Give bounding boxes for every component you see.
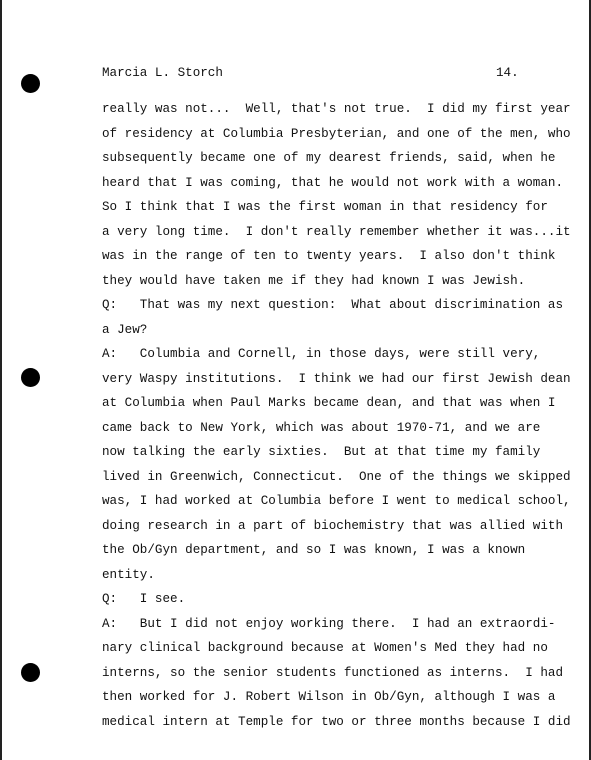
text-line: subsequently became one of my dearest friends, said, when he [102,151,556,165]
answer-line: A: Columbia and Cornell, in those days, were still very, [102,347,541,361]
punch-hole-bottom [21,663,40,682]
header-page-number: 14. [496,66,519,80]
text-line: interns, so the senior students functioned as interns. I had [102,666,564,680]
text-line: nary clinical background because at Women's Med they had no [102,641,548,655]
question-line: Q: I see. [102,592,186,606]
text-line: a Jew? [102,323,148,337]
punch-hole-top [21,74,40,93]
text-line: So I think that I was the first woman in that residency for [102,200,548,214]
header-interviewee-name: Marcia L. Storch [102,66,223,80]
text-line: was, I had worked at Columbia before I went to medical school, [102,494,571,508]
text-line: at Columbia when Paul Marks became dean, and that was when I [102,396,556,410]
text-line: of residency at Columbia Presbyterian, and one of the men, who [102,127,571,141]
text-line: lived in Greenwich, Connecticut. One of the things we skipped [102,470,571,484]
text-line: doing research in a part of biochemistry that was allied with [102,519,564,533]
page-left-edge [0,0,2,760]
text-line: they would have taken me if they had known I was Jewish. [102,274,526,288]
text-line: then worked for J. Robert Wilson in Ob/Gyn, although I was a [102,690,556,704]
text-line: really was not... Well, that's not true. I did my first year [102,102,571,116]
text-line: came back to New York, which was about 1970-71, and we are [102,421,541,435]
text-line: entity. [102,568,155,582]
text-line: a very long time. I don't really remember whether it was...it [102,225,571,239]
punch-hole-middle [21,368,40,387]
answer-line: A: But I did not enjoy working there. I had an extraordi- [102,617,556,631]
text-line: now talking the early sixties. But at that time my family [102,445,541,459]
question-line: Q: That was my next question: What about discrimination as [102,298,564,312]
text-line: medical intern at Temple for two or three months because I did [102,715,571,729]
text-line: the Ob/Gyn department, and so I was known, I was a known [102,543,526,557]
text-line: heard that I was coming, that he would not work with a woman. [102,176,564,190]
text-line: very Waspy institutions. I think we had our first Jewish dean [102,372,571,386]
text-line: was in the range of ten to twenty years. I also don't think [102,249,556,263]
